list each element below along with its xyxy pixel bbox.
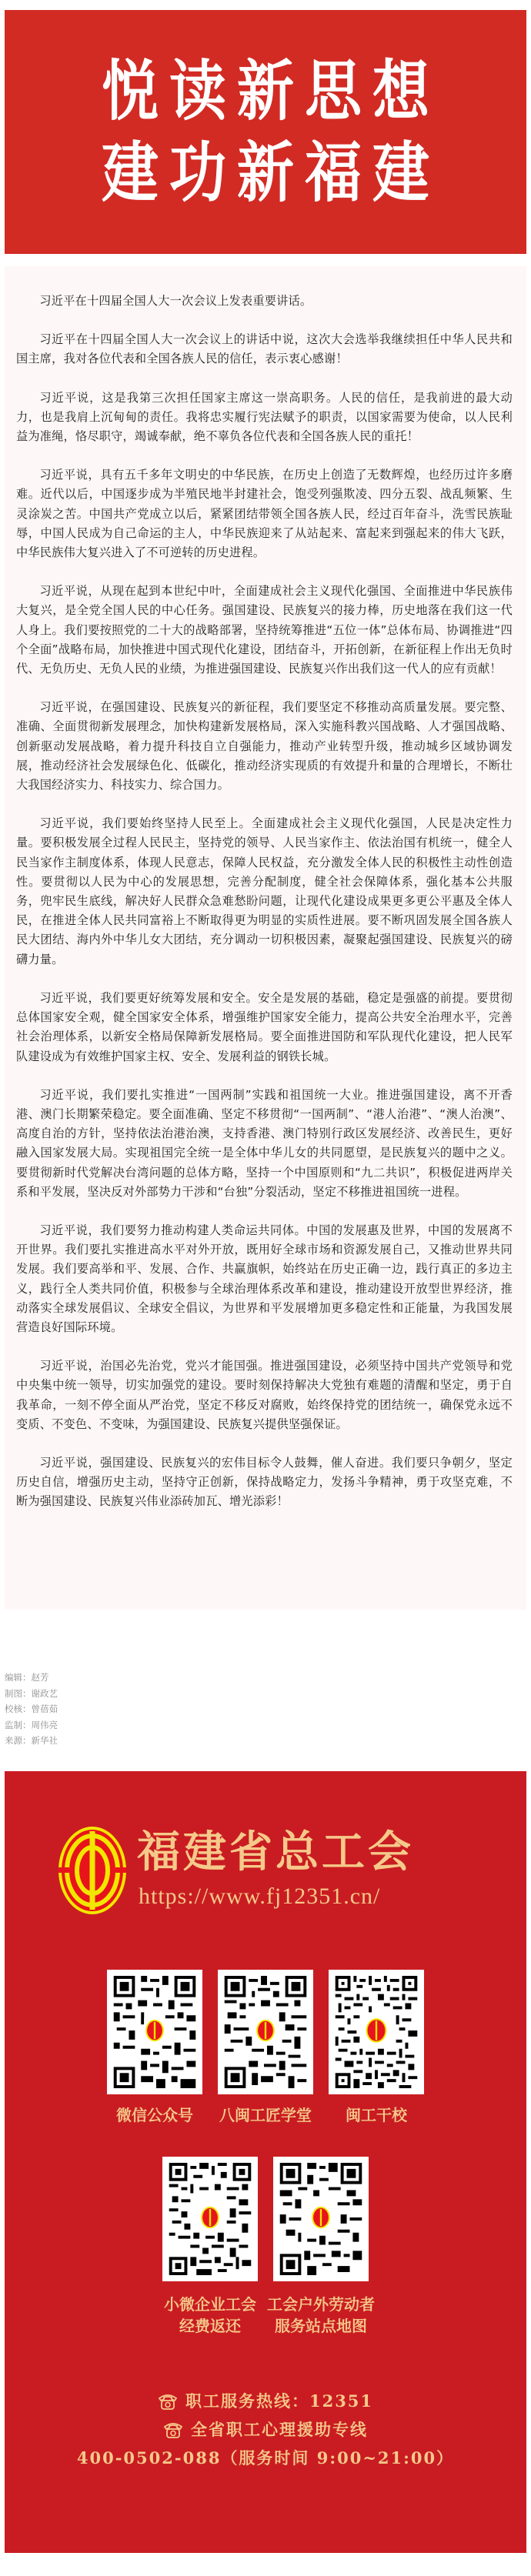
- qr-pattern: [335, 1976, 418, 2088]
- qr-label-line2: 经费返还: [179, 2317, 241, 2335]
- credit-editor: 编辑：赵芳: [5, 1672, 49, 1683]
- qr-label-line2: 服务站点地图: [275, 2317, 367, 2335]
- qr-pattern: [279, 2163, 362, 2275]
- article-body: [5, 266, 526, 1610]
- org-url-link[interactable]: https://www.fj12351.cn/: [139, 1884, 381, 1909]
- qr-label: 闽工干校: [346, 2106, 407, 2124]
- credit-proofreader: 校核：曾蓓茹: [5, 1703, 58, 1714]
- qr-label-line1: 工会户外劳动者: [267, 2295, 375, 2314]
- hotline-section: [5, 2387, 526, 2472]
- org-logo-row: [5, 1771, 526, 1964]
- header-banner: [5, 10, 526, 254]
- article-paragraph: 习近平说，我们要更好统筹发展和安全。安全是发展的基础，稳定是强盛的前提。要贯彻总体国家安全观，健全国家安全体系，增强维护国家安全能力，提高公共安全治理水平，完善社会治理体系，以新安全格局保障新发展格局。要全面推进国防和军队现代化建设，把人民军队建设成为有效维护国家主权、安全、发展利益的钢铁长城。: [16, 990, 513, 1063]
- qr-label-line1: 小微企业工会: [164, 2295, 256, 2314]
- qr-pattern: [169, 2163, 252, 2275]
- credit-graphics: 制图：谢政艺: [5, 1687, 58, 1699]
- hotline-psychological: [5, 2415, 526, 2444]
- hotline-service-text: 职工服务热线：12351: [185, 2391, 374, 2411]
- article-paragraph: 习近平说，在强国建设、民族复兴的新征程，我们要坚定不移推动高质量发展。要完整、准确、全面贯彻新发展理念，加快构建新发展格局，深入实施科教兴国战略、人才强国战略、创新驱动发展战略，着力提升科技自立自强能力，推动产业转型升级，推动城乡区域协调发展，推动经济社会发展绿色化、低碳化，推动经济实现质的有效提升和量的合理增长，不断壮大我国经济实力、科技实力、综合国力。: [16, 700, 513, 792]
- article-paragraph: 习近平在十四届全国人大一次会议上发表重要讲话。: [39, 294, 312, 308]
- qr-code-icon[interactable]: [273, 2157, 369, 2281]
- article-paragraph: 习近平说，具有五千多年文明史的中华民族，在历史上创造了无数辉煌，也经历过许多磨难。近代以后，中国逐步成为半殖民地半封建社会，饱受列强欺凌、四分五裂、战乱频繁、生灵涂炭之苦。中国共产党成立以后，紧紧团结带领全国各族人民，经过百年奋斗，洗雪民族耻辱，中国人民成为自己命运的主人，中华民族迎来了从站起来、富起来到强起来的伟大飞跃，中华民族伟大复兴进入了不可逆转的历史进程。: [16, 468, 513, 560]
- qr-code-row-bottom: [5, 2157, 526, 2337]
- hotline-psychological-number: [5, 2444, 526, 2472]
- footer-promo: [5, 1771, 526, 2553]
- qr-label: 八闽工匠学堂: [219, 2106, 312, 2124]
- hotline-psychological-text: 全省职工心理援助专线: [191, 2420, 368, 2439]
- qr-code-icon[interactable]: [162, 2157, 258, 2281]
- org-name: 福建省总工会: [137, 1827, 414, 1877]
- qr-min-cadre-school[interactable]: [329, 1970, 424, 2125]
- qr-label: [267, 2294, 375, 2337]
- banner-title-line2: 建功新福建: [102, 135, 440, 211]
- qr-wechat-official[interactable]: [107, 1970, 202, 2125]
- qr-pattern: [224, 1976, 307, 2088]
- qr-bamin-craftsman-academy[interactable]: [218, 1970, 313, 2125]
- hotline-number-text: 400-0502-088（服务时间 9:00~21:00）: [76, 2448, 455, 2468]
- qr-pattern: [113, 1976, 196, 2088]
- qr-label: [164, 2294, 256, 2337]
- article-paragraph: 习近平说，从现在起到本世纪中叶，全面建成社会主义现代化强国、全面推进中华民族伟大复兴，是全党全国人民的中心任务。强国建设、民族复兴的接力棒，历史地落在我们这一代人身上。我们要按照党的二十大的战略部署，坚持统筹推进“五位一体”总体布局、协调推进“四个全面”战略布局，加快推进中国式现代化建设，团结奋斗，开拓创新，在新征程上作出无负时代、无负历史、无负人民的业绩，为推进强国建设、民族复兴作出我们这一代人的应有贡献！: [16, 584, 513, 676]
- phone-icon: [158, 2392, 178, 2411]
- article-paragraph: 习近平说，我们要扎实推进“一国两制”实践和祖国统一大业。推进强国建设，离不开香港、澳门长期繁荣稳定。要全面准确、坚定不移贯彻“一国两制”、“港人治港”、“澳人治澳”、高度自治的方针，坚持依法治港治澳，支持香港、澳门特别行政区发展经济、改善民生，更好融入国家发展大局。实现祖国完全统一是全体中华儿女的共同愿望，是民族复兴的题中之义。要贯彻新时代党解决台湾问题的总体方略，坚持一个中国原则和“九二共识”，积极促进两岸关系和平发展，坚决反对外部势力干涉和“台独”分裂活动，坚定不移推进祖国统一进程。: [16, 1087, 513, 1199]
- qr-code-icon[interactable]: [218, 1970, 313, 2094]
- qr-code-icon[interactable]: [329, 1970, 424, 2094]
- credits: [5, 1670, 58, 1749]
- article-paragraph: 习近平说，治国必先治党，党兴才能国强。推进强国建设，必须坚持中国共产党领导和党中央集中统一领导，切实加强党的建设。要时刻保持解决大党独有难题的清醒和坚定，勇于自我革命，一刻不停全面从严治党，坚定不移反对腐败，始终保持党的团结统一，确保党永远不变质、不变色、不变味，为强国建设、民族复兴提供坚强保证。: [16, 1359, 513, 1431]
- banner-title-line1: 悦读新思想: [102, 53, 440, 129]
- article-paragraph: 习近平说，这是我第三次担任国家主席这一崇高职务。人民的信任，是我前进的最大动力，也是我肩上沉甸甸的责任。我将忠实履行宪法赋予的职责，以国家需要为使命，以人民利益为准绳，恪尽职守，竭诚奉献，绝不辜负各位代表和全国各族人民的重托！: [16, 390, 513, 444]
- article-paragraph: 习近平说，我们要始终坚持人民至上。全面建成社会主义现代化强国，人民是决定性力量。要积极发展全过程人民民主，坚持党的领导、人民当家作主、依法治国有机统一，健全人民当家作主制度体系，体现人民意志，保障人民权益，充分激发全体人民的积极性主动性创造性。要贯彻以人民为中心的发展思想，完善分配制度，健全社会保障体系，强化基本公共服务，兜牢民生底线，解决好人民群众急难愁盼问题，让现代化建设成果更多更公平惠及全体人民，在推进全体人民共同富裕上不断取得更为明显的实质性进展。要不断巩固发展全国各族人民大团结、海内外中华儿女大团结，充分调动一切积极因素，凝聚起强国建设、民族复兴的磅礴力量。: [16, 816, 513, 966]
- qr-label: 微信公众号: [116, 2106, 193, 2124]
- qr-outdoor-worker-station-map[interactable]: [267, 2157, 375, 2337]
- hotline-service: [5, 2387, 526, 2415]
- trade-union-emblem-icon: [57, 1825, 128, 1916]
- article-paragraph: 习近平说，我们要努力推动构建人类命运共同体。中国的发展惠及世界，中国的发展离不开世界。我们要扎实推进高水平对外开放，既用好全球市场和资源发展自己，又推动世界共同发展。我们要高举和平、发展、合作、共赢旗帜，始终站在历史正确一边，践行真正的多边主义，践行全人类共同价值，积极参与全球治理体系改革和建设，推动建设开放型世界经济，推动落实全球发展倡议、全球安全倡议，为世界和平发展增加更多稳定性和正能量，为我国发展营造良好国际环境。: [16, 1223, 513, 1334]
- qr-small-enterprise-fund-refund[interactable]: [162, 2157, 258, 2337]
- article-paragraph: 习近平在十四届全国人大一次会议上的讲话中说，这次大会选举我继续担任中华人民共和国主席，我对各位代表和全国各族人民的信任，表示衷心感谢！: [16, 332, 513, 366]
- qr-code-row-top: [5, 1970, 526, 2125]
- article-paragraph: 习近平说，强国建设、民族复兴的宏伟目标令人鼓舞，催人奋进。我们要只争朝夕，坚定历史自信，增强历史主动，坚持守正创新，保持战略定力，发扬斗争精神，勇于攻坚克难，不断为强国建设、民族复兴伟业添砖加瓦、增光添彩！: [16, 1455, 513, 1509]
- phone-icon: [163, 2421, 183, 2439]
- qr-code-icon[interactable]: [107, 1970, 202, 2094]
- credit-source: 来源：新华社: [5, 1735, 58, 1746]
- credit-supervisor: 监制：周伟亮: [5, 1719, 58, 1730]
